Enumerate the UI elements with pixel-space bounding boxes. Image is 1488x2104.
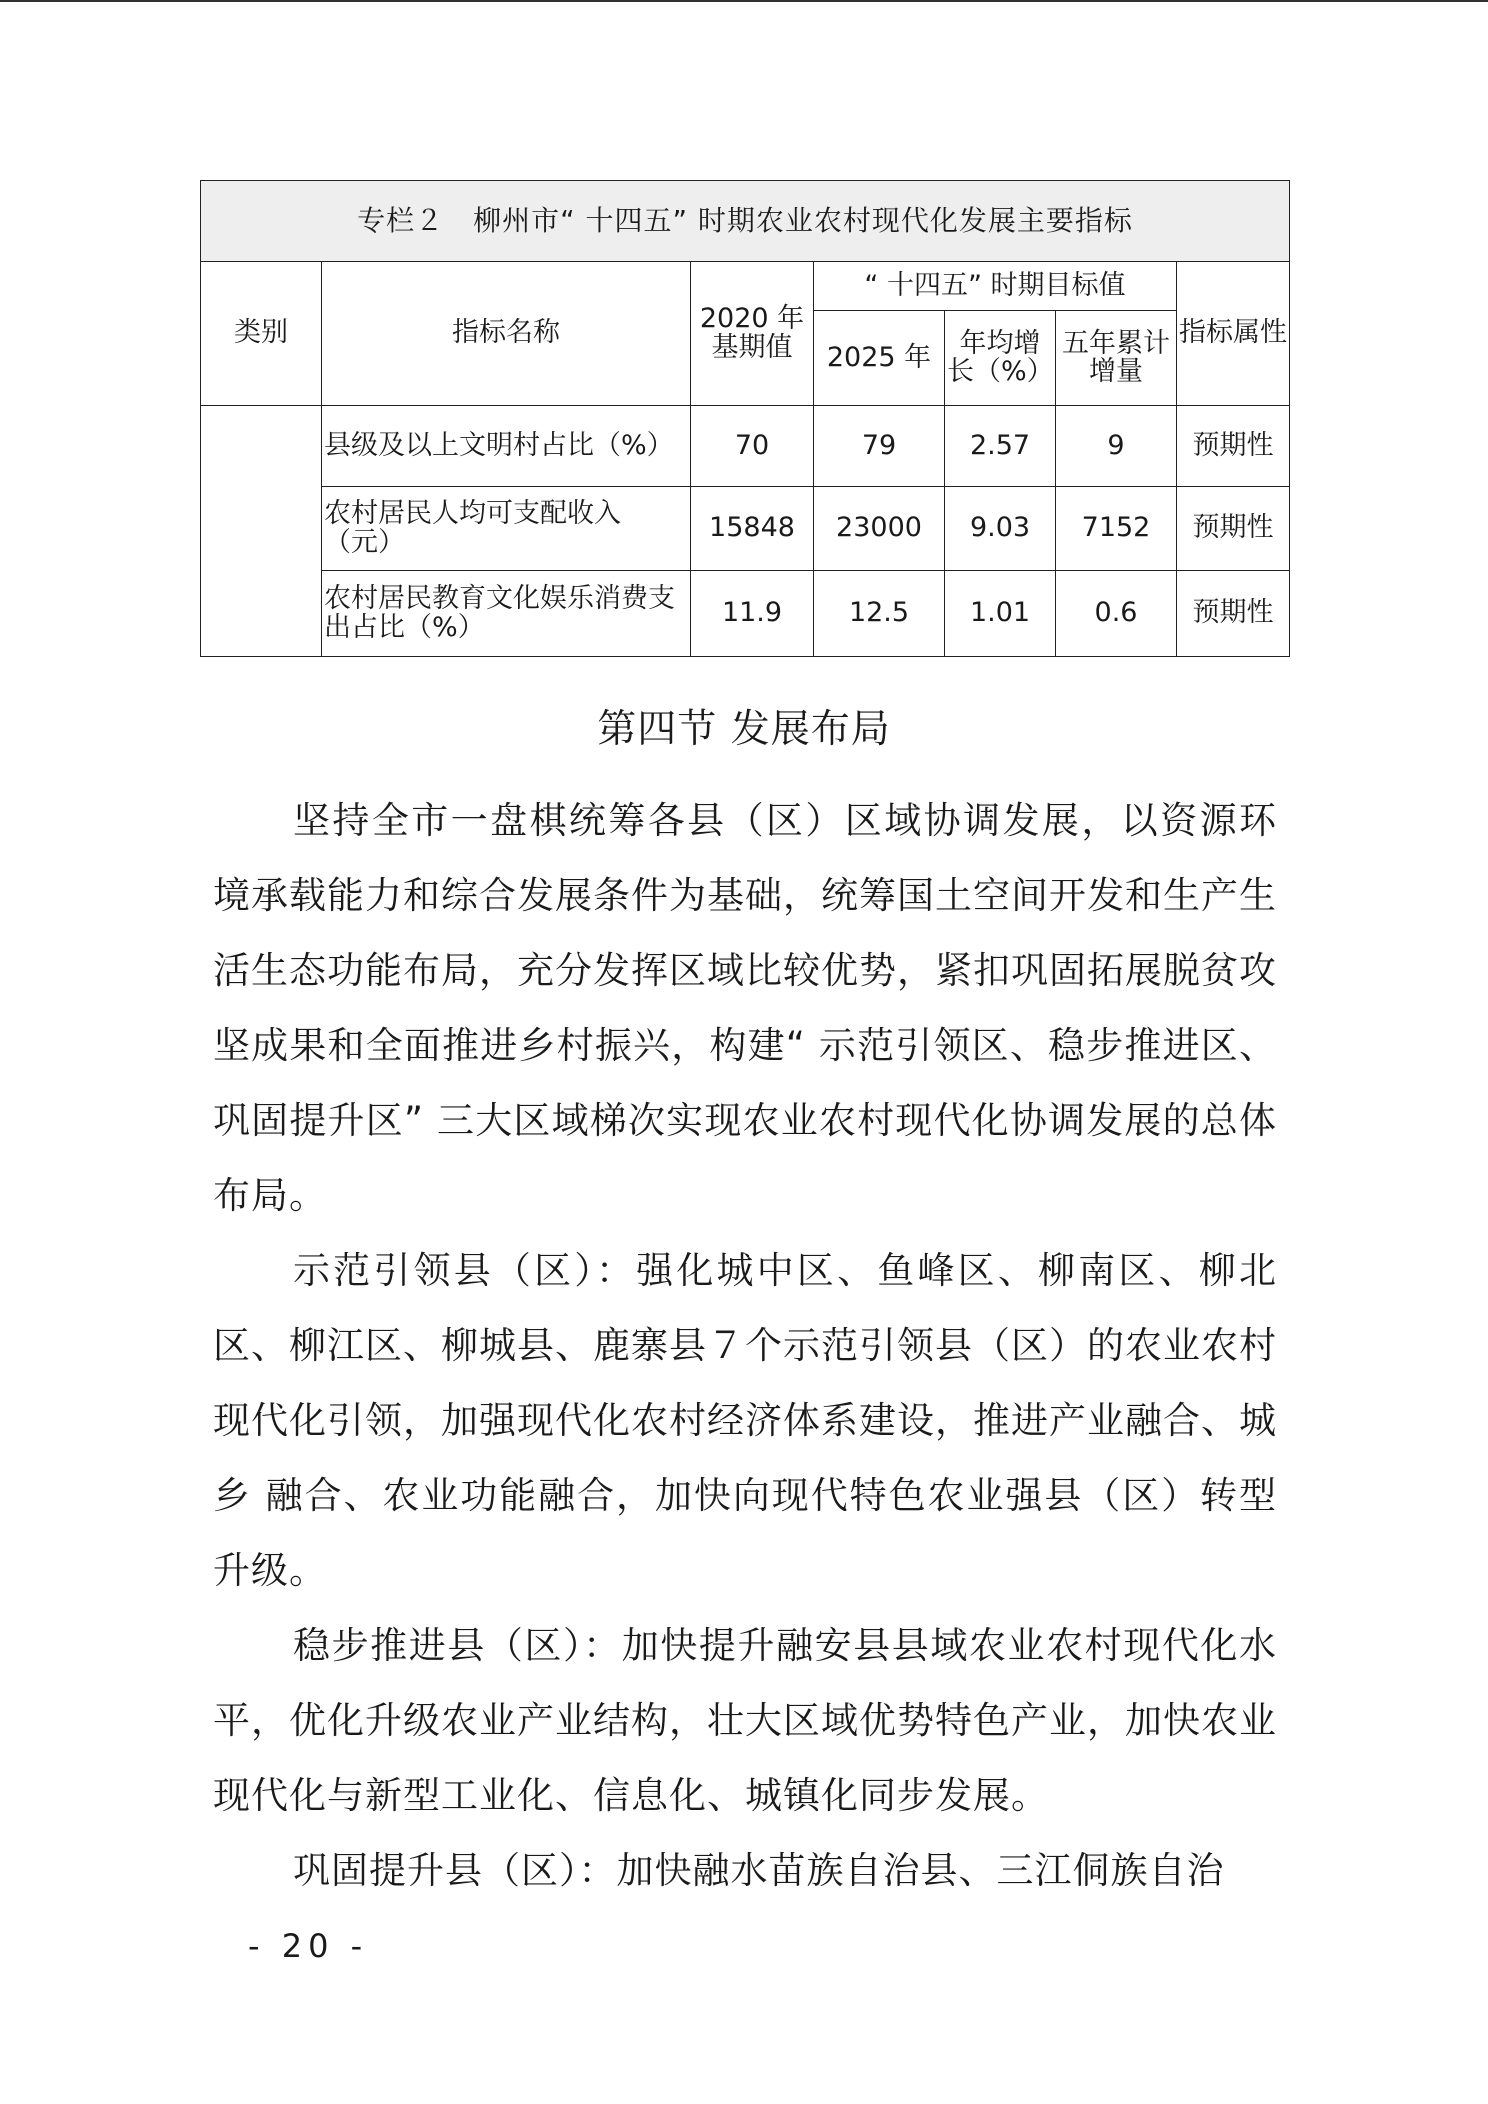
- table-row: [201, 571, 1290, 657]
- header-2025: 2025 年: [814, 311, 945, 406]
- row-name: 县级及以上文明村占比（%）: [322, 406, 691, 487]
- header-base: 2020 年基期值: [691, 262, 814, 406]
- row-2025: 12.5: [814, 571, 945, 657]
- header-cumulative: 五年累计增量: [1056, 311, 1177, 406]
- header-attribute: 指标属性: [1177, 262, 1290, 406]
- table-row: [201, 406, 1290, 487]
- row-cumulative: 7152: [1056, 487, 1177, 571]
- row-attribute: 预期性: [1177, 487, 1290, 571]
- row-growth: 1.01: [945, 571, 1056, 657]
- row-2025: 23000: [814, 487, 945, 571]
- header-category: 类别: [201, 262, 322, 406]
- row-2025: 79: [814, 406, 945, 487]
- header-name: 指标名称: [322, 262, 691, 406]
- row-name: 农村居民教育文化娱乐消费支出占比（%）: [322, 571, 691, 657]
- table-row: [201, 487, 1290, 571]
- page-number: - 20 -: [248, 1927, 369, 1965]
- row-name: 农村居民人均可支配收入（元）: [322, 487, 691, 571]
- row-attribute: 预期性: [1177, 571, 1290, 657]
- section-title: 第四节 发展布局: [597, 707, 891, 752]
- paragraph-overall-layout: 坚持全市一盘棋统筹各县（区）区域协调发展，以资源环境承载能力和综合发展条件为基础，统筹国土空间开发和生产生活生态功能布局，充分发挥区域比较优势，紧扣巩固拓展脱贫攻坚成果和全面推进乡村振兴，构建“ 示范引领区、稳步推进区、巩固提升区” 三大区域梯次实现农业农村现代化协调发展的总体布局。: [213, 799, 1277, 1217]
- paragraph-demonstration-counties: 示范引领县（区）：强化城中区、鱼峰区、柳南区、柳北区、柳江区、柳城县、鹿寨县７个示范引领县（区）的农业农村现代化引领，加强现代化农村经济体系建设，推进产业融合、城乡 融合、农业功能融合，加快向现代特色农业强县（区）转型升级。: [213, 1249, 1277, 1592]
- category-cell: [201, 406, 322, 657]
- row-cumulative: 9: [1056, 406, 1177, 487]
- row-growth: 9.03: [945, 487, 1056, 571]
- header-growth: 年均增长（%）: [945, 311, 1056, 406]
- page-top-border: [0, 0, 1488, 2]
- row-base: 11.9: [691, 571, 814, 657]
- row-cumulative: 0.6: [1056, 571, 1177, 657]
- row-base: 15848: [691, 487, 814, 571]
- paragraph-steady-counties: 稳步推进县（区）：加快提升融安县县域农业农村现代化水平，优化升级农业产业结构，壮大区域优势特色产业，加快农业现代化与新型工业化、信息化、城镇化同步发展。: [213, 1624, 1277, 1817]
- table-caption: 专栏２ 柳州市“ 十四五” 时期农业农村现代化发展主要指标: [201, 181, 1290, 262]
- row-growth: 2.57: [945, 406, 1056, 487]
- row-attribute: 预期性: [1177, 406, 1290, 487]
- indicator-table: [200, 180, 1290, 657]
- paragraph-consolidation-counties: 巩固提升县（区）：加快融水苗族自治县、三江侗族自治: [293, 1849, 1225, 1892]
- row-base: 70: [691, 406, 814, 487]
- header-target-group: “ 十四五” 时期目标值: [814, 262, 1177, 311]
